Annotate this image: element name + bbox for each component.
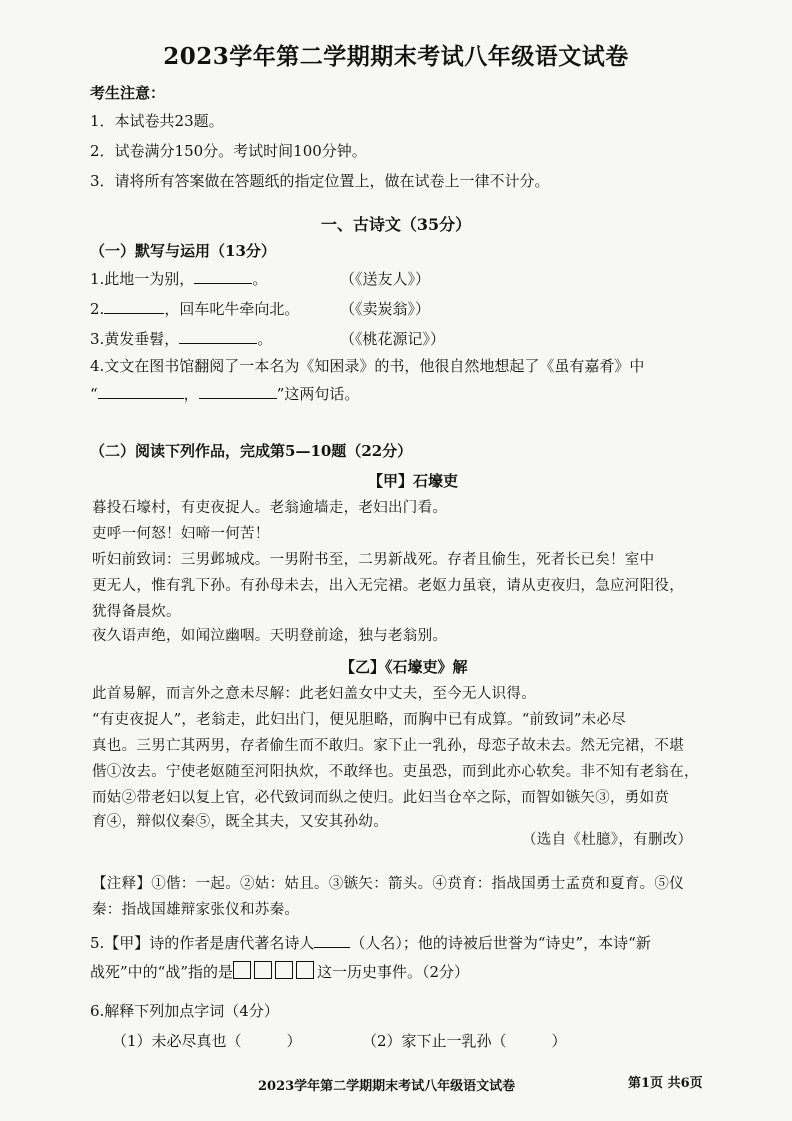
q4-answer-blank-1 bbox=[98, 384, 184, 399]
q1-answer-blank bbox=[194, 269, 252, 284]
question-4-line1: 4.文文在图书馆翻阅了一本名为《知困录》的书，他很自然地想起了《虽有嘉肴》中 bbox=[90, 357, 645, 375]
notice-item-1: 1．本试卷共23题。 bbox=[90, 112, 224, 130]
q5-text-b: （人名）；他的诗被后世誉为“诗史”，本诗“新 bbox=[350, 934, 651, 952]
q2-answer-blank bbox=[104, 299, 164, 314]
q5-poet-blank bbox=[314, 933, 350, 948]
jia-line-6: 夜久语声绝，如闻泣幽咽。天明登前途，独与老翁别。 bbox=[92, 628, 448, 644]
jia-line-5: 犹得备晨炊。 bbox=[92, 604, 181, 620]
q5-text-d: 这一历史事件。（2分） bbox=[317, 963, 470, 981]
question-5-line2 bbox=[90, 961, 469, 982]
part1-title: （一）默写与运用（13分） bbox=[90, 242, 276, 260]
question-6b: （2）家下止一乳孙（ ） bbox=[362, 1032, 567, 1050]
yi-heading: 【乙】《石壕吏》解 bbox=[340, 658, 468, 676]
jia-heading: 【甲】石壕吏 bbox=[368, 472, 459, 490]
q4-close: ”这两句话。 bbox=[276, 385, 360, 403]
notes-line-2: 秦：指战国雄辩家张仪和苏秦。 bbox=[92, 902, 300, 918]
answer-box-4 bbox=[296, 961, 314, 979]
jia-line-3: 听妇前致词：三男邺城戍。一男附书至，二男新战死。存者且偷生，死者长已矣！室中 bbox=[92, 552, 655, 568]
yi-source: （选自《杜臆》，有删改） bbox=[522, 832, 693, 848]
yi-line-1: 此首易解，而言外之意未尽解：此老妇盖女中丈夫，至今无人识得。 bbox=[92, 686, 536, 702]
yi-line-3: 真也。三男亡其两男，存者偷生而不敢归。家下止一乳孙，母恋子故未去。然无完裙，不堪 bbox=[92, 738, 684, 754]
q2-source: （《卖炭翁》） bbox=[340, 300, 431, 318]
yi-line-6: 育④，辩似仪秦⑤，既全其夫，又安其孙幼。 bbox=[92, 814, 388, 830]
q3-answer-blank bbox=[179, 329, 257, 344]
q4-answer-blank-2 bbox=[199, 384, 277, 399]
answer-box-2 bbox=[254, 961, 272, 979]
footer-title: 2023学年第二学期期末考试八年级语文试卷 bbox=[258, 1079, 516, 1094]
notes-line-1: 【注释】①偕：一起。②姑：姑且。③镞矢：箭头。④贲育：指战国勇士孟贲和夏育。⑤仪 bbox=[92, 876, 684, 892]
jia-line-4: 更无人，惟有乳下孙。有孙母未去，出入无完裙。老妪力虽衰，请从吏夜归，急应河阳役， bbox=[92, 578, 684, 594]
q1-text: 1.此地一为别， bbox=[90, 270, 195, 288]
yi-line-2: “有吏夜捉人”，老翁走，此妇出门，便见胆略，而胸中已有成算。“前致词”未必尽 bbox=[92, 712, 627, 728]
question-5-line1 bbox=[90, 932, 651, 953]
q5-text-c: 战死”中的“战”指的是 bbox=[90, 963, 234, 981]
question-4-line2 bbox=[90, 383, 359, 404]
jia-line-2: 吏呼一何怒！妇啼一何苦！ bbox=[92, 526, 270, 542]
answer-box-3 bbox=[275, 961, 293, 979]
q2-text: ，回车叱牛牵向北。 bbox=[164, 300, 300, 318]
q3-text: 3.黄发垂髫， bbox=[90, 330, 180, 348]
notice-heading: 考生注意： bbox=[90, 84, 166, 102]
jia-line-1: 暮投石壕村，有吏夜捉人。老翁逾墙走，老妇出门看。 bbox=[92, 500, 448, 516]
yi-line-5: 而姑②带老妇以复上官，必代致词而纵之使归。此妇当仓卒之际，而智如镞矢③，勇如贲 bbox=[92, 790, 670, 806]
yi-line-4: 偕①汝去。宁使老妪随至河阳执炊，不敢绎也。吏虽恐，而到此亦心软矣。非不知有老翁在， bbox=[92, 764, 699, 780]
footer-page-number: 第1页 共6页 bbox=[628, 1076, 703, 1091]
part2-title: （二）阅读下列作品，完成第5—10题（22分） bbox=[90, 442, 413, 460]
section-title: 一、古诗文（35分） bbox=[320, 215, 472, 234]
q3-source: （《桃花源记》） bbox=[340, 330, 446, 348]
question-2 bbox=[90, 298, 299, 319]
q3-end: 。 bbox=[257, 330, 273, 348]
q2-number: 2. bbox=[90, 300, 105, 318]
answer-box-1 bbox=[233, 961, 251, 979]
notice-item-2: 2．试卷满分150分。考试时间100分钟。 bbox=[90, 142, 367, 160]
question-1 bbox=[90, 268, 267, 289]
q4-comma: ， bbox=[183, 385, 199, 403]
q5-text-a: 5.【甲】诗的作者是唐代著名诗人 bbox=[90, 934, 315, 952]
q1-source: （《送友人》） bbox=[340, 270, 431, 288]
exam-title: 2023学年第二学期期末考试八年级语文试卷 bbox=[163, 43, 629, 70]
q1-end: 。 bbox=[252, 270, 268, 288]
q4-open-quote: “ bbox=[90, 385, 98, 403]
question-3 bbox=[90, 328, 272, 349]
question-6a: （1）未必尽真也（ ） bbox=[112, 1032, 302, 1050]
question-6-title: 6.解释下列加点字词（4分） bbox=[90, 1002, 279, 1020]
notice-item-3: 3．请将所有答案做在答题纸的指定位置上，做在试卷上一律不计分。 bbox=[90, 172, 550, 190]
